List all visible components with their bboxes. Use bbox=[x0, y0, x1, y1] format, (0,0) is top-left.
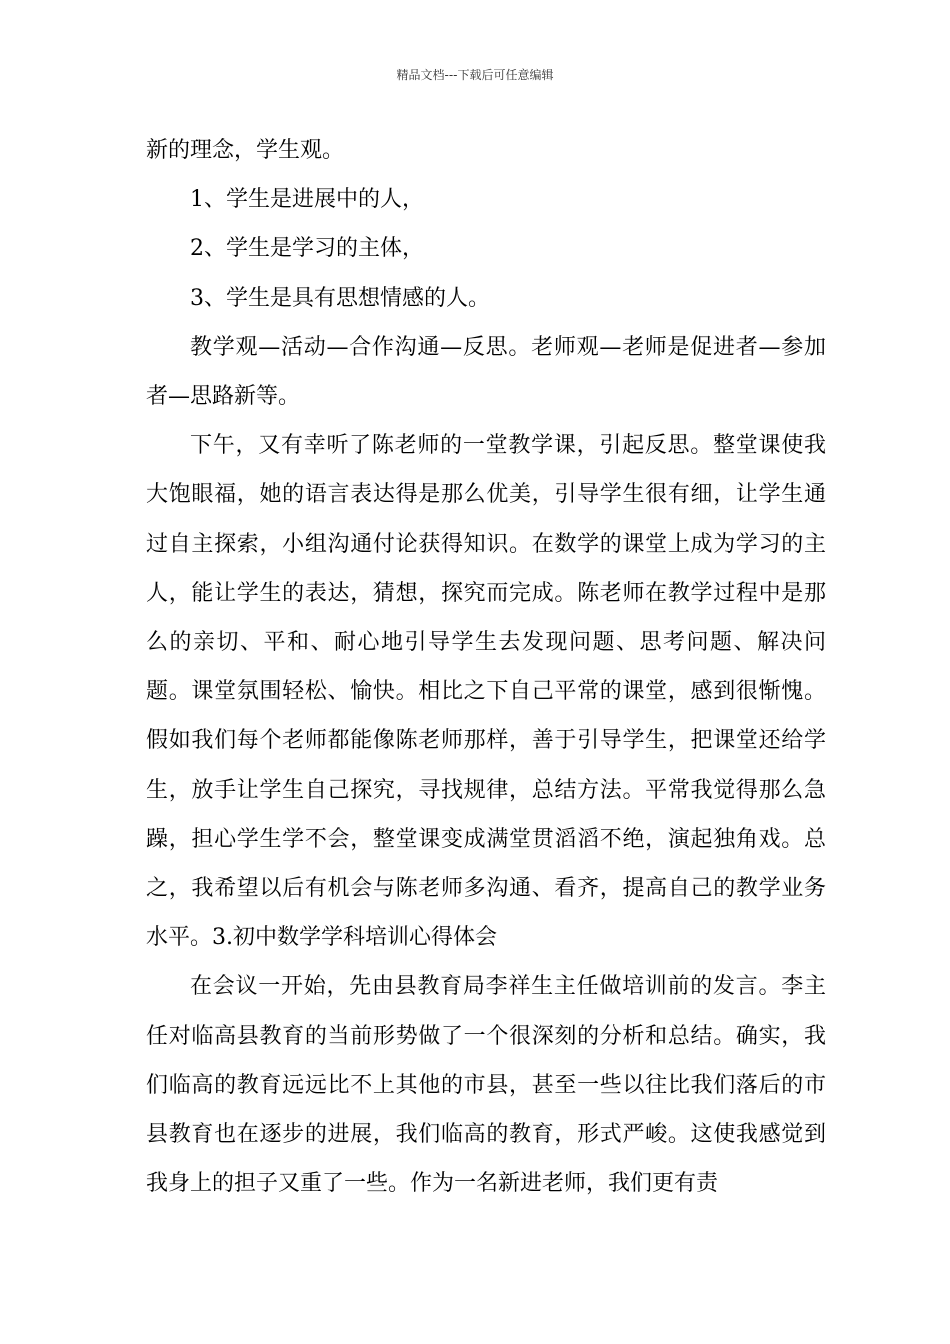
list-item-2: 2、学生是学习的主体， bbox=[190, 236, 424, 262]
paragraph-meeting: 在会议一开始，先由县教育局李祥生主任做培训前的发言。李主任对临高县教育的当前形势做了一个很深刻的分析和总结。确实，我们临高的教育远远比不上其他的市县，甚至一些以往比我们落后的市县教育也在逐步的进展，我们临高的教育，形式严峻。这使我感觉到我身上的担子又重了一些。作为一名新进老师，我们更有责 bbox=[146, 974, 826, 1197]
list-item-1: 1、学生是进展中的人， bbox=[190, 187, 424, 213]
page-header: 精品文档---下载后可任意编辑 bbox=[396, 68, 554, 82]
paragraph-afternoon-lesson: 下午，又有幸听了陈老师的一堂教学课，引起反思。整堂课使我大饱眼福，她的语言表达得是那么优美，引导学生很有细，让学生通过自主探索，小组沟通付论获得知识。在数学的课堂上成为学习的主人，能让学生的表达，猜想，探究而完成。陈老师在教学过程中是那么的亲切、平和、耐心地引导学生去发现问题、思考问题、解决问题。课堂氛围轻松、愉快。相比之下自己平常的课堂，感到很惭愧。假如我们每个老师都能像陈老师那样，善于引导学生，把课堂还给学生，放手让学生自己探究，寻找规律，总结方法。平常我觉得那么急躁，担心学生学不会，整堂课变成满堂贯滔滔不绝，演起独角戏。总之，我希望以后有机会与陈老师多沟通、看齐，提高自己的教学业务水平。3.初中数学学科培训心得体会 bbox=[146, 433, 826, 951]
paragraph-teaching-view: 教学观—活动—合作沟通—反思。老师观—老师是促进者—参加者—思路新等。 bbox=[146, 334, 826, 410]
document-body bbox=[146, 126, 826, 1208]
paragraph-intro: 新的理念，学生观。 bbox=[146, 138, 345, 163]
list-item-3: 3、学生是具有思想情感的人。 bbox=[190, 285, 490, 311]
